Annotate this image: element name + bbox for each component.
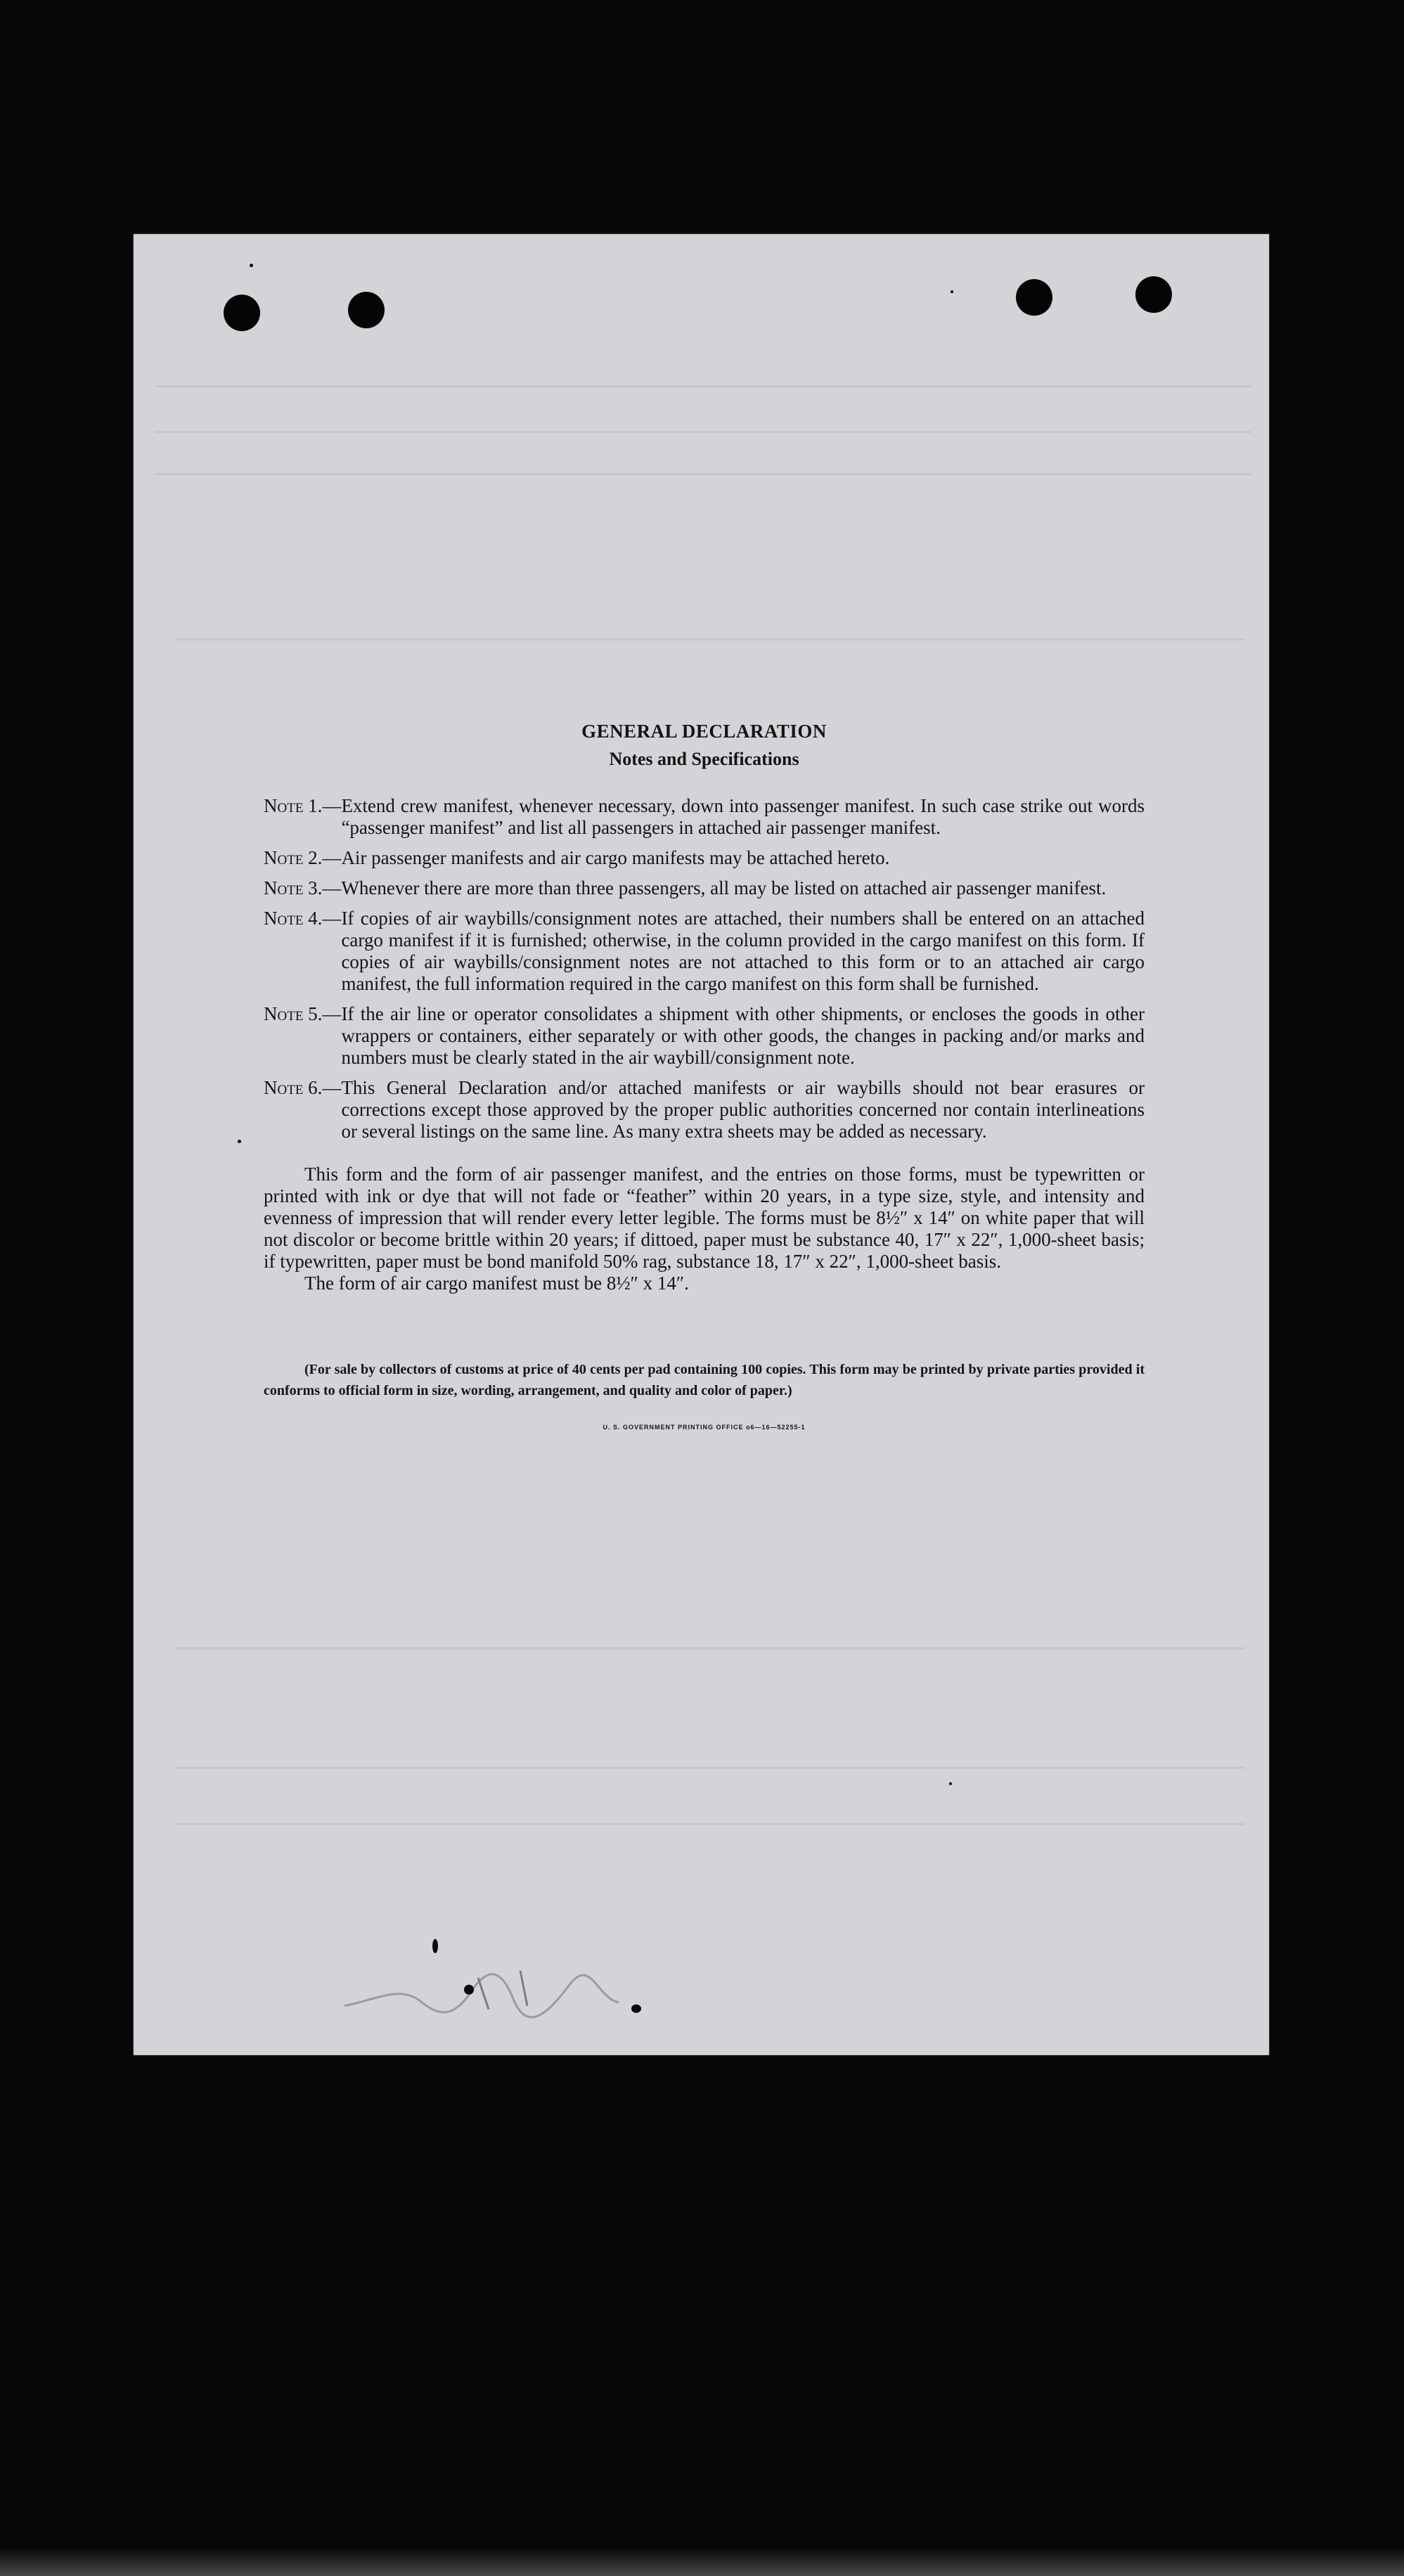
sale-notice: (For sale by collectors of customs at price of 40 cents per pad containing 100 copies. This form may be printed by private parties provided it conforms to official form in size, wording, arrangement, and quality and color of paper.) [264,1362,1145,1398]
cargo-manifest-size: The form of air cargo manifest must be 8½″ x 14″. [304,1273,689,1294]
note-text: If the air line or operator consolidates a shipment with other shipments, or encloses the goods in other wrappers or containers, either separately or with other goods, the changes in packing and/or marks and numbers must be clearly stated in the air waybill/consignment note. [341,1003,1145,1068]
note-3 [264,877,1145,899]
note-text: Whenever there are more than three passengers, all may be listed on attached air passenger manifest. [341,877,1107,899]
bleed-through-rule [155,473,1251,475]
printer-line: U. S. GOVERNMENT PRINTING OFFICE o6—16—52255-1 [603,1424,806,1431]
ink-speck [464,1985,474,1995]
note-text: If copies of air waybills/consignment notes are attached, their numbers shall be entered on an attached cargo manifest if it is furnished; otherwise, in the column provided in the cargo manifest on this form. If copies of air waybills/consignment notes are not attached to this form or to an attached air cargo manifest, the full information required in the cargo manifest on this form shall be furnished. [341,908,1145,994]
format-requirements-paragraph: This form and the form of air passenger manifest, and the entries on those forms, must be typewritten or printed with ink or dye that will not fade or “feather” within 20 years, in a type size, style, and intensity and evenness of impression that will render every letter legible. The forms must be 8½″ x 14″ on white paper that will not discolor or become brittle within 20 years; if dittoed, paper must be substance 40, 17″ x 22″, 1,000-sheet basis; if typewritten, paper must be bond manifold 50% rag, substance 18, 17″ x 22″, 1,000-sheet basis. [264,1164,1145,1272]
bleed-through-rule [176,1823,1244,1825]
ink-speck [432,1939,438,1953]
ink-speck [631,2004,641,2013]
note-text: Air passenger manifests and air cargo manifests may be attached hereto. [341,847,890,868]
note-5 [264,1003,1145,1069]
ink-speck [951,290,953,293]
punch-hole-3 [1016,279,1052,316]
note-label: Note 5.— [264,1003,342,1024]
note-1 [264,795,1145,839]
note-label: Note 6.— [264,1077,342,1098]
note-label: Note 1.— [264,795,342,816]
note-label: Note 2.— [264,847,342,868]
punch-hole-4 [1135,276,1172,313]
note-4 [264,908,1145,995]
note-label: Note 4.— [264,908,342,929]
ink-speck [250,264,253,267]
ink-speck [238,1140,241,1143]
note-2 [264,847,1145,869]
scan-bottom-edge [0,2549,1404,2576]
bleed-through-rule [155,431,1251,433]
note-text: Extend crew manifest, whenever necessary, down into passenger manifest. In such case strike out words “passenger manifest” and list all passengers in attached air passenger manifest. [341,795,1145,838]
document-title: GENERAL DECLARATION [581,721,827,742]
signature-scribble [337,1936,661,2020]
note-text: This General Declaration and/or attached manifests or air waybills should not bear erasures or corrections except those approved by the proper public authorities concerned nor contain interlineations or several listings on the same line. As many extra sheets may be added as necessary. [341,1077,1145,1142]
bleed-through-rule [176,638,1244,640]
note-label: Note 3.— [264,877,342,899]
ink-speck [949,1782,952,1785]
document-page [134,234,1269,2055]
bleed-through-rule [176,1767,1244,1769]
bleed-through-rule [155,385,1251,387]
document-subtitle: Notes and Specifications [609,749,799,769]
note-6 [264,1077,1145,1142]
bleed-through-rule [176,1647,1244,1649]
punch-hole-1 [224,295,260,331]
punch-hole-2 [348,292,385,328]
notes-section [264,721,1145,1445]
